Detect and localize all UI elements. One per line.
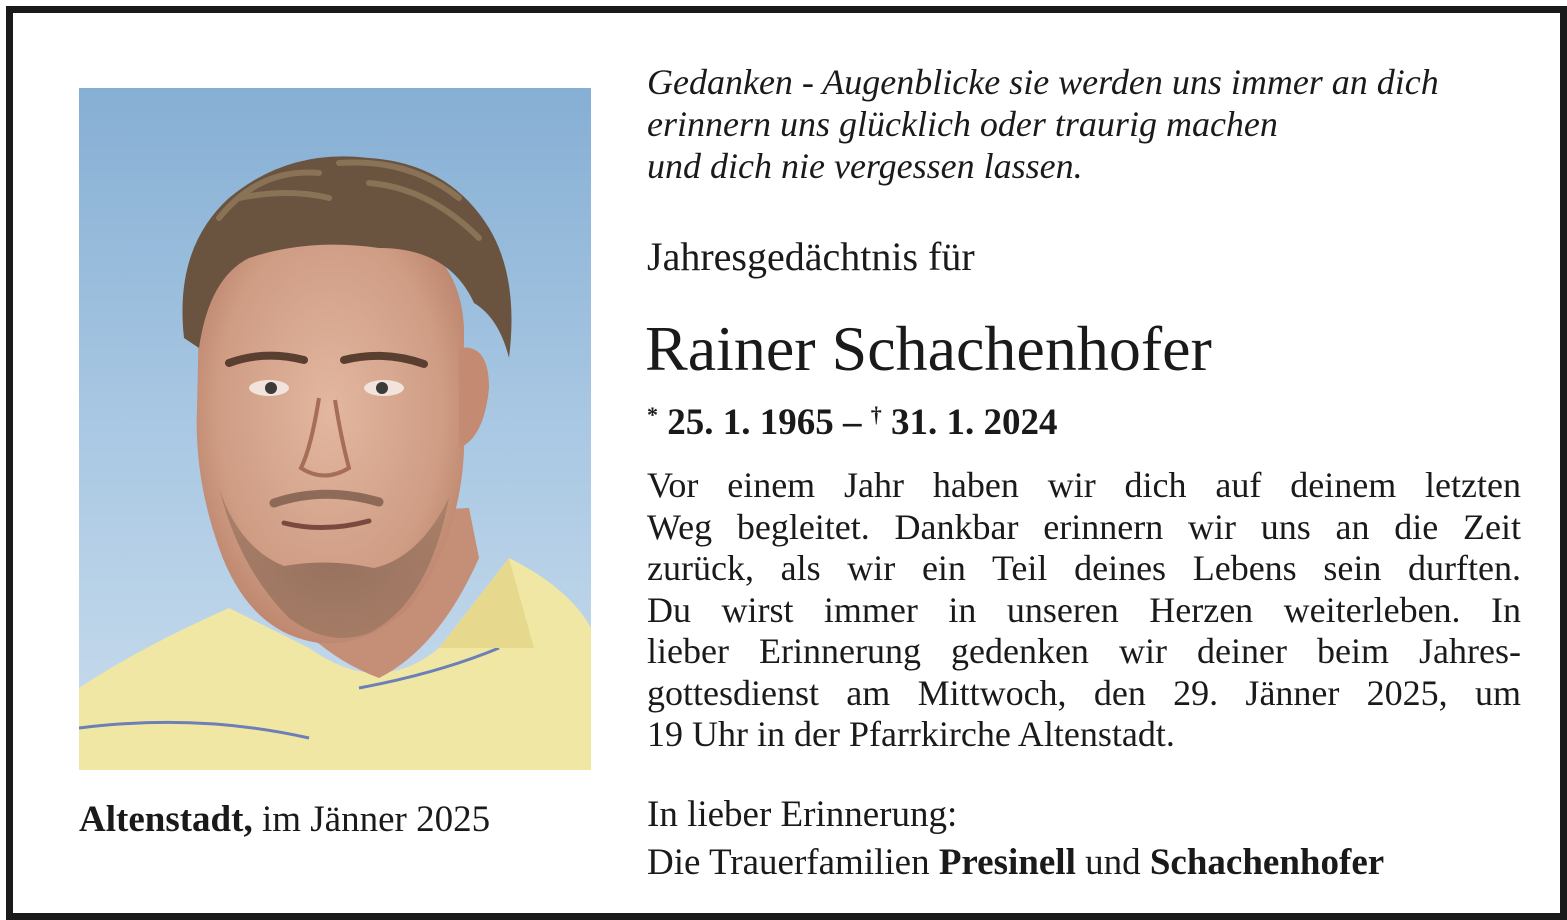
place-date: im Jänner 2025 bbox=[261, 799, 491, 840]
family-prefix: Die Trauerfamilien bbox=[647, 842, 930, 883]
life-dates bbox=[647, 393, 1058, 445]
text-line: lieber Erinnerung gedenken wir deiner beim Jahres- bbox=[647, 631, 1521, 671]
portrait-photo bbox=[79, 88, 591, 770]
closing-signature bbox=[647, 791, 1384, 887]
obituary-frame bbox=[6, 6, 1567, 920]
text-line: zurück, als wir ein Teil deines Lebens sein durften. bbox=[647, 548, 1521, 588]
family-line bbox=[647, 839, 1384, 887]
text-line: gottesdienst am Mittwoch, den 29. Jänner 2025, um bbox=[647, 672, 1521, 713]
memorial-quote bbox=[647, 61, 1547, 187]
deceased-name: Rainer Schachenhofer bbox=[645, 313, 1212, 384]
family-name-2: Schachenhofer bbox=[1149, 842, 1385, 883]
birth-date: 25. 1. 1965 bbox=[667, 402, 834, 443]
text-line: Weg begleitet. Dankbar erinnern wir uns an die Zeit bbox=[647, 506, 1521, 547]
death-date: 31. 1. 2024 bbox=[891, 402, 1058, 443]
date-separator: – bbox=[843, 402, 862, 443]
text-line: Du wirst immer in unseren Herzen weiterleben. In bbox=[647, 589, 1521, 630]
quote-line: Gedanken - Augenblicke sie werden uns immer an dich bbox=[647, 62, 1439, 102]
closing-line: In lieber Erinnerung: bbox=[647, 794, 958, 835]
place-and-date bbox=[79, 798, 490, 842]
birth-symbol: * bbox=[647, 402, 658, 427]
family-conjunction: und bbox=[1085, 842, 1141, 883]
place-town: Altenstadt, bbox=[79, 799, 253, 840]
text-line: 19 Uhr in der Pfarrkirche Altenstadt. bbox=[647, 714, 1175, 754]
family-name-1: Presinell bbox=[938, 842, 1076, 883]
death-symbol: † bbox=[870, 402, 882, 427]
text-line: Vor einem Jahr haben wir dich auf deinem letzten bbox=[647, 465, 1521, 505]
quote-line: und dich nie vergessen lassen. bbox=[647, 146, 1083, 186]
quote-line: erinnern uns glücklich oder traurig machen bbox=[647, 104, 1278, 144]
memorial-text bbox=[647, 465, 1521, 756]
anniversary-heading: Jahresgedächtnis für bbox=[647, 234, 975, 279]
